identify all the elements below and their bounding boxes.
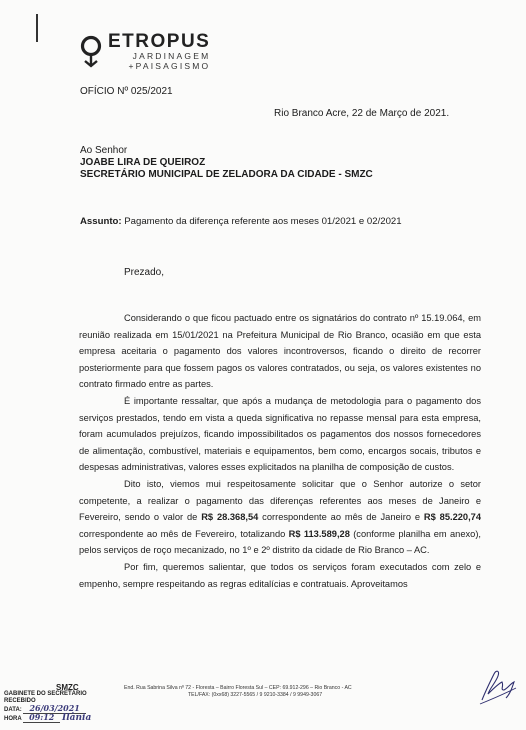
stamp-date-value: 26/03/2021	[23, 703, 85, 714]
stamp-time-value: 09:12	[23, 712, 60, 723]
value-january: R$ 28.368,54	[201, 512, 259, 523]
p3-text-1: Dito isto, viemos mui respeitosamente solicitar que o Senhor autorize o setor competente, a realizar o pagamento das diferenças referentes aos meses de Janeiro e Fevereiro, sendo o valor de	[79, 478, 481, 523]
value-total: R$ 113.589,28	[288, 528, 350, 539]
subject-label: Assunto:	[80, 216, 122, 227]
recipient-name: JOABE LIRA DE QUEIROZ	[80, 157, 206, 168]
body-paragraphs	[79, 310, 481, 592]
paragraph-1: Considerando o que ficou pactuado entre os signatários do contrato nº 15.19.064, em reunião realizada em 15/01/2021 na Prefeitura Municipal de Rio Branco, ocasião em que esta empresa aceitaria o pagamento dos valores incontroversos, ficando o direito de recorrer posteriormente para que fossem pagos os valores contratados, ou seja, os valores existentes no contrato firmado entre as partes.	[79, 313, 481, 390]
subject-line	[80, 215, 402, 228]
paragraph-2: É importante ressaltar, que após a mudança de metodologia para o pagamento dos serviços prestados, tendo em vista a queda significativa no repasse mensal para esta empresa, foram acumulados prejuízos, ficando impossibilitados os pagamentos dos nossos fornecedores de alimentação, combustível, materiais e equipamentos, bem como, encargos socais, tributos e despesas administrativas, valores esses explicitados na planilha de composição de custos.	[79, 395, 481, 473]
paragraph-3	[79, 476, 481, 559]
value-february: R$ 85.220,74	[423, 512, 482, 523]
p3-text-2: correspondente ao mês de Janeiro e	[258, 512, 424, 523]
received-stamp	[4, 684, 134, 723]
stamp-receiver: Ilânia	[62, 713, 92, 723]
stamp-org: SMZC	[56, 683, 79, 692]
logo-line1: JARDINAGEM	[132, 51, 211, 61]
logo-line2: +PAISAGISMO	[128, 61, 211, 71]
stamp-time-label: HORA	[4, 716, 22, 722]
p3-text-4: (conforme planilha em anexo), pelos serviços de roço mecanizado, no 1º e 2º distrito da cidade de Rio Branco – AC.	[79, 528, 482, 556]
footer-phones: TEL/FAX: (0xx68) 3227-5565 / 9 9210-3384 / 9 9949-3067	[188, 692, 323, 698]
paragraph-4: Por fim, queremos salientar, que todos os serviços foram executados com zelo e empenho, sempre respeitando as regras editalícias e contratuais. Aproveitamos	[79, 561, 481, 589]
greeting: Prezado,	[124, 267, 165, 278]
subject-text: Pagamento da diferença referente aos meses 01/2021 e 02/2021	[124, 216, 402, 227]
stamp-date-label: DATA:	[4, 707, 22, 713]
stamp-time-row	[4, 714, 134, 723]
signature	[476, 660, 520, 708]
logo-name: ETROPUS	[108, 31, 211, 52]
footer-address: End. Rua Sabrina Silva nº 72 - Floresta – Bairro Floresta Sul – CEP: 69.912-296 – Rio Branco - AC	[124, 685, 352, 691]
date-place: Rio Branco Acre, 22 de Março de 2021.	[274, 108, 450, 119]
company-logo	[80, 32, 210, 71]
stamp-received: RECEBIDO	[4, 698, 36, 704]
p3-text-3: correspondente ao mês de Fevereiro, totalizando	[79, 528, 289, 539]
stamp-dept: GABINETE DO SECRETÁRIO	[4, 691, 87, 697]
recipient-salutation: Ao Senhor	[80, 145, 128, 156]
recipient-title: SECRETÁRIO MUNICIPAL DE ZELADORA DA CIDADE - SMZC	[80, 169, 373, 180]
oficio-number: OFÍCIO Nº 025/2021	[80, 86, 173, 97]
logo-icon	[80, 35, 102, 69]
footer	[124, 685, 454, 699]
binder-mark	[36, 14, 38, 42]
